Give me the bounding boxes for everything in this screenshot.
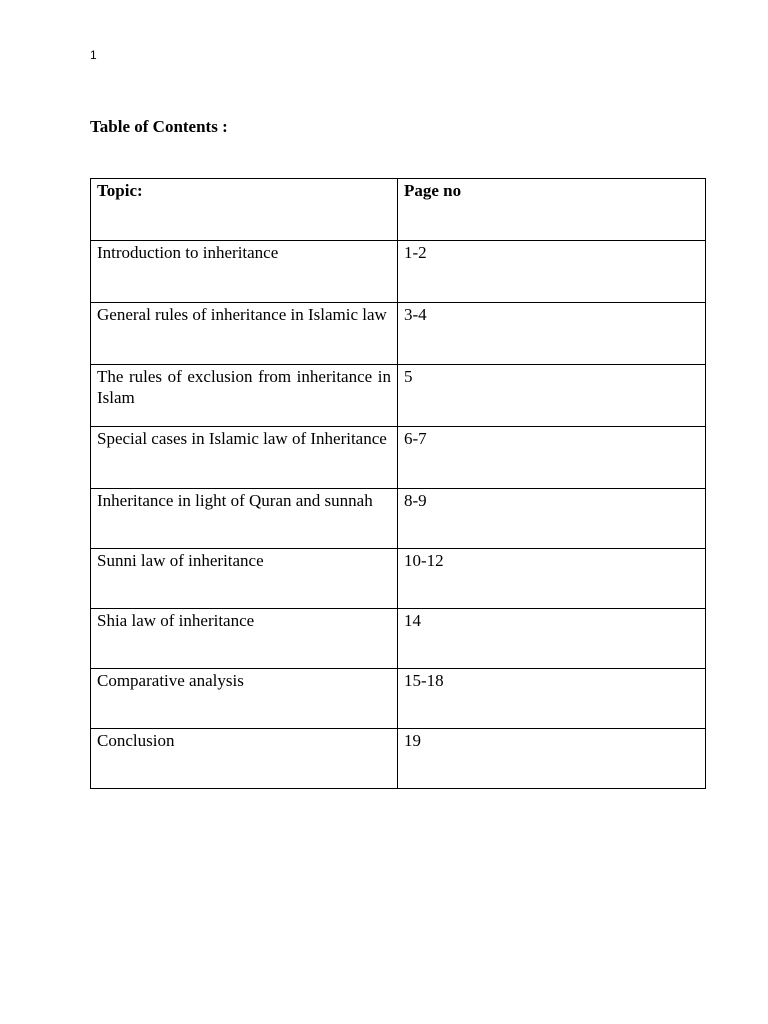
page-number: 1 <box>90 48 97 62</box>
topic-cell: Introduction to inheritance <box>91 241 398 303</box>
page-cell: 19 <box>398 729 706 789</box>
table-row <box>91 241 706 303</box>
topic-cell: Special cases in Islamic law of Inheritance <box>91 427 398 489</box>
table-row <box>91 669 706 729</box>
page-cell: 6-7 <box>398 427 706 489</box>
table-header-row <box>91 179 706 241</box>
table-row <box>91 365 706 427</box>
topic-cell: Conclusion <box>91 729 398 789</box>
page-cell: 15-18 <box>398 669 706 729</box>
topic-cell: Inheritance in light of Quran and sunnah <box>91 489 398 549</box>
table-of-contents <box>90 178 706 789</box>
topic-cell: General rules of inheritance in Islamic law <box>91 303 398 365</box>
table-row <box>91 729 706 789</box>
table-row <box>91 489 706 549</box>
topic-column-header: Topic: <box>91 179 398 241</box>
document-title: Table of Contents : <box>90 117 228 136</box>
page-cell: 10-12 <box>398 549 706 609</box>
table-row <box>91 303 706 365</box>
topic-cell: Comparative analysis <box>91 669 398 729</box>
page-column-header: Page no <box>398 179 706 241</box>
table-row <box>91 427 706 489</box>
page-cell: 3-4 <box>398 303 706 365</box>
table-row <box>91 549 706 609</box>
topic-cell: Sunni law of inheritance <box>91 549 398 609</box>
page-cell: 5 <box>398 365 706 427</box>
page-cell: 8-9 <box>398 489 706 549</box>
topic-cell: The rules of exclusion from inheritance in Islam <box>91 365 398 427</box>
topic-cell: Shia law of inheritance <box>91 609 398 669</box>
page-cell: 14 <box>398 609 706 669</box>
page-cell: 1-2 <box>398 241 706 303</box>
table-row <box>91 609 706 669</box>
